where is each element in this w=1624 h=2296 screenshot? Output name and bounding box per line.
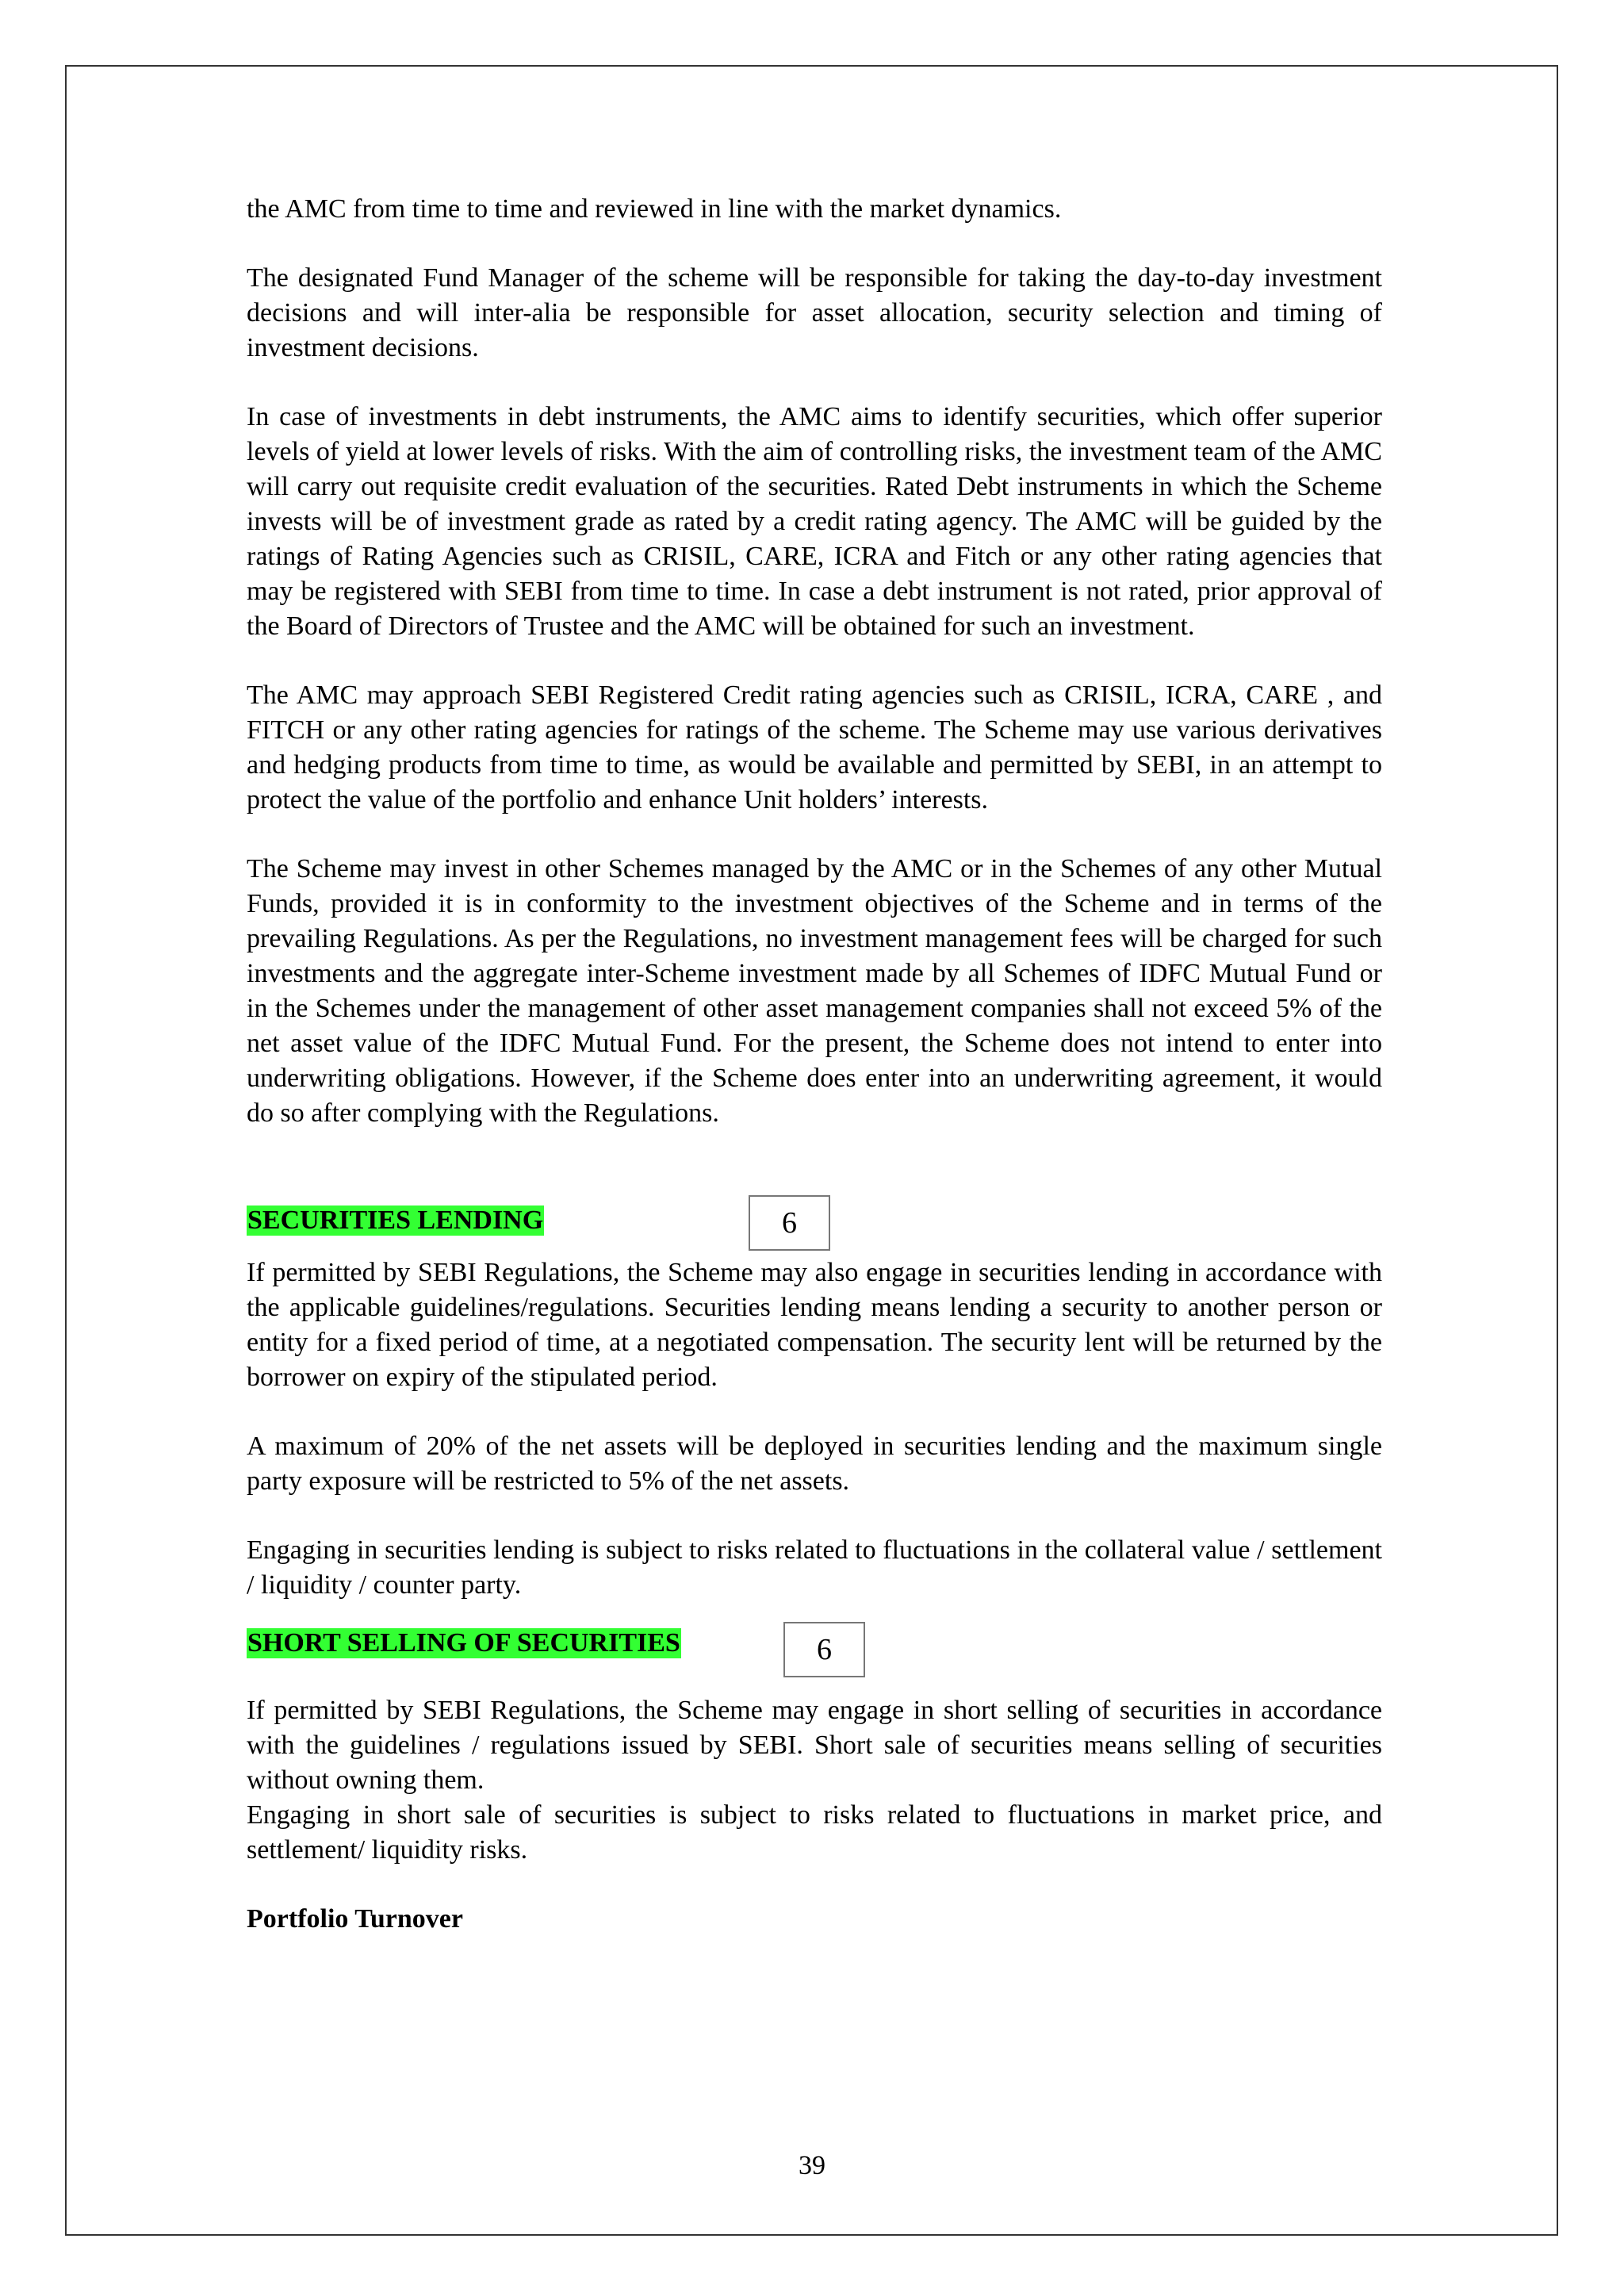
paragraph-debt-instruments: In case of investments in debt instruments, the AMC aims to identify securities, which offer superior levels of yield at lower levels of risks. With the aim of controlling risks, the investment team of the AMC will carry out requisite credit evaluation of the securities. Rated Debt instruments in which the Scheme invests will be of investment grade as rated by a credit rating agency. The AMC will be guided by the ratings of Rating Agencies such as CRISIL, CARE, ICRA and Fitch or any other rating agencies that may be registered with SEBI from time to time. In case a debt instrument is not rated, prior approval of the Board of Directors of Trustee and the AMC will be obtained for such an investment. [247, 402, 1382, 641]
paragraph-securities-lending-risks: Engaging in securities lending is subject to risks related to fluctuations in the collateral value / settlement / liquidity / counter party. [247, 1535, 1382, 1600]
document-body [247, 192, 1382, 1937]
securities-lending-heading: SECURITIES LENDING [247, 1205, 544, 1235]
paragraph-securities-lending-definition: If permitted by SEBI Regulations, the Scheme may also engage in securities lending in accordance with the applicable guidelines/regulations. Securities lending means lending a security to another person or entity for a fixed period of time, at a negotiated compensation. The security lent will be returned by the borrower on expiry of the stipulated period. [247, 1258, 1382, 1392]
short-selling-heading: SHORT SELLING OF SECURITIES [247, 1628, 680, 1658]
paragraph-fund-manager: The designated Fund Manager of the scheme will be responsible for taking the day-to-day investment decisions and will inter-alia be responsible for asset allocation, security selection and timing of investment decisions. [247, 263, 1382, 362]
paragraph-securities-lending-limit: A maximum of 20% of the net assets will be deployed in securities lending and the maximum single party exposure will be restricted to 5% of the net assets. [247, 1432, 1382, 1496]
securities-lending-ref-box: 6 [749, 1195, 830, 1251]
short-selling-ref-box: 6 [783, 1622, 865, 1677]
short-selling-heading-row [247, 1622, 1382, 1669]
securities-lending-heading-row [247, 1199, 1382, 1247]
page-number: 39 [799, 2151, 825, 2180]
paragraph-rating-agencies: The AMC may approach SEBI Registered Credit rating agencies such as CRISIL, ICRA, CARE , and FITCH or any other rating agencies for ratings of the scheme. The Scheme may use various derivatives and hedging products from time to time, as would be available and permitted by SEBI, in an attempt to protect the value of the portfolio and enhance Unit holders’ interests. [247, 680, 1382, 815]
paragraph-short-selling-definition: If permitted by SEBI Regulations, the Scheme may engage in short selling of securities in accordance with the guidelines / regulations issued by SEBI. Short sale of securities means selling of securities without owning them. [247, 1696, 1382, 1795]
portfolio-turnover-heading: Portfolio Turnover [247, 1904, 463, 1934]
paragraph-other-schemes: The Scheme may invest in other Schemes managed by the AMC or in the Schemes of any other Mutual Funds, provided it is in conformity to the investment objectives of the Scheme and in terms of the prevailing Regulations. As per the Regulations, no investment management fees will be charged for such investments and the aggregate inter-Scheme investment made by all Schemes of IDFC Mutual Fund or in the Schemes under the management of other asset management companies shall not exceed 5% of the net asset value of the IDFC Mutual Fund. For the present, the Scheme does not intend to enter into underwriting obligations. However, if the Scheme does enter into an underwriting agreement, it would do so after complying with the Regulations. [247, 854, 1382, 1128]
paragraph-market-dynamics: the AMC from time to time and reviewed in line with the market dynamics. [247, 194, 1062, 224]
paragraph-short-selling-risks: Engaging in short sale of securities is subject to risks related to fluctuations in market price, and settlement/ liquidity risks. [247, 1800, 1382, 1865]
